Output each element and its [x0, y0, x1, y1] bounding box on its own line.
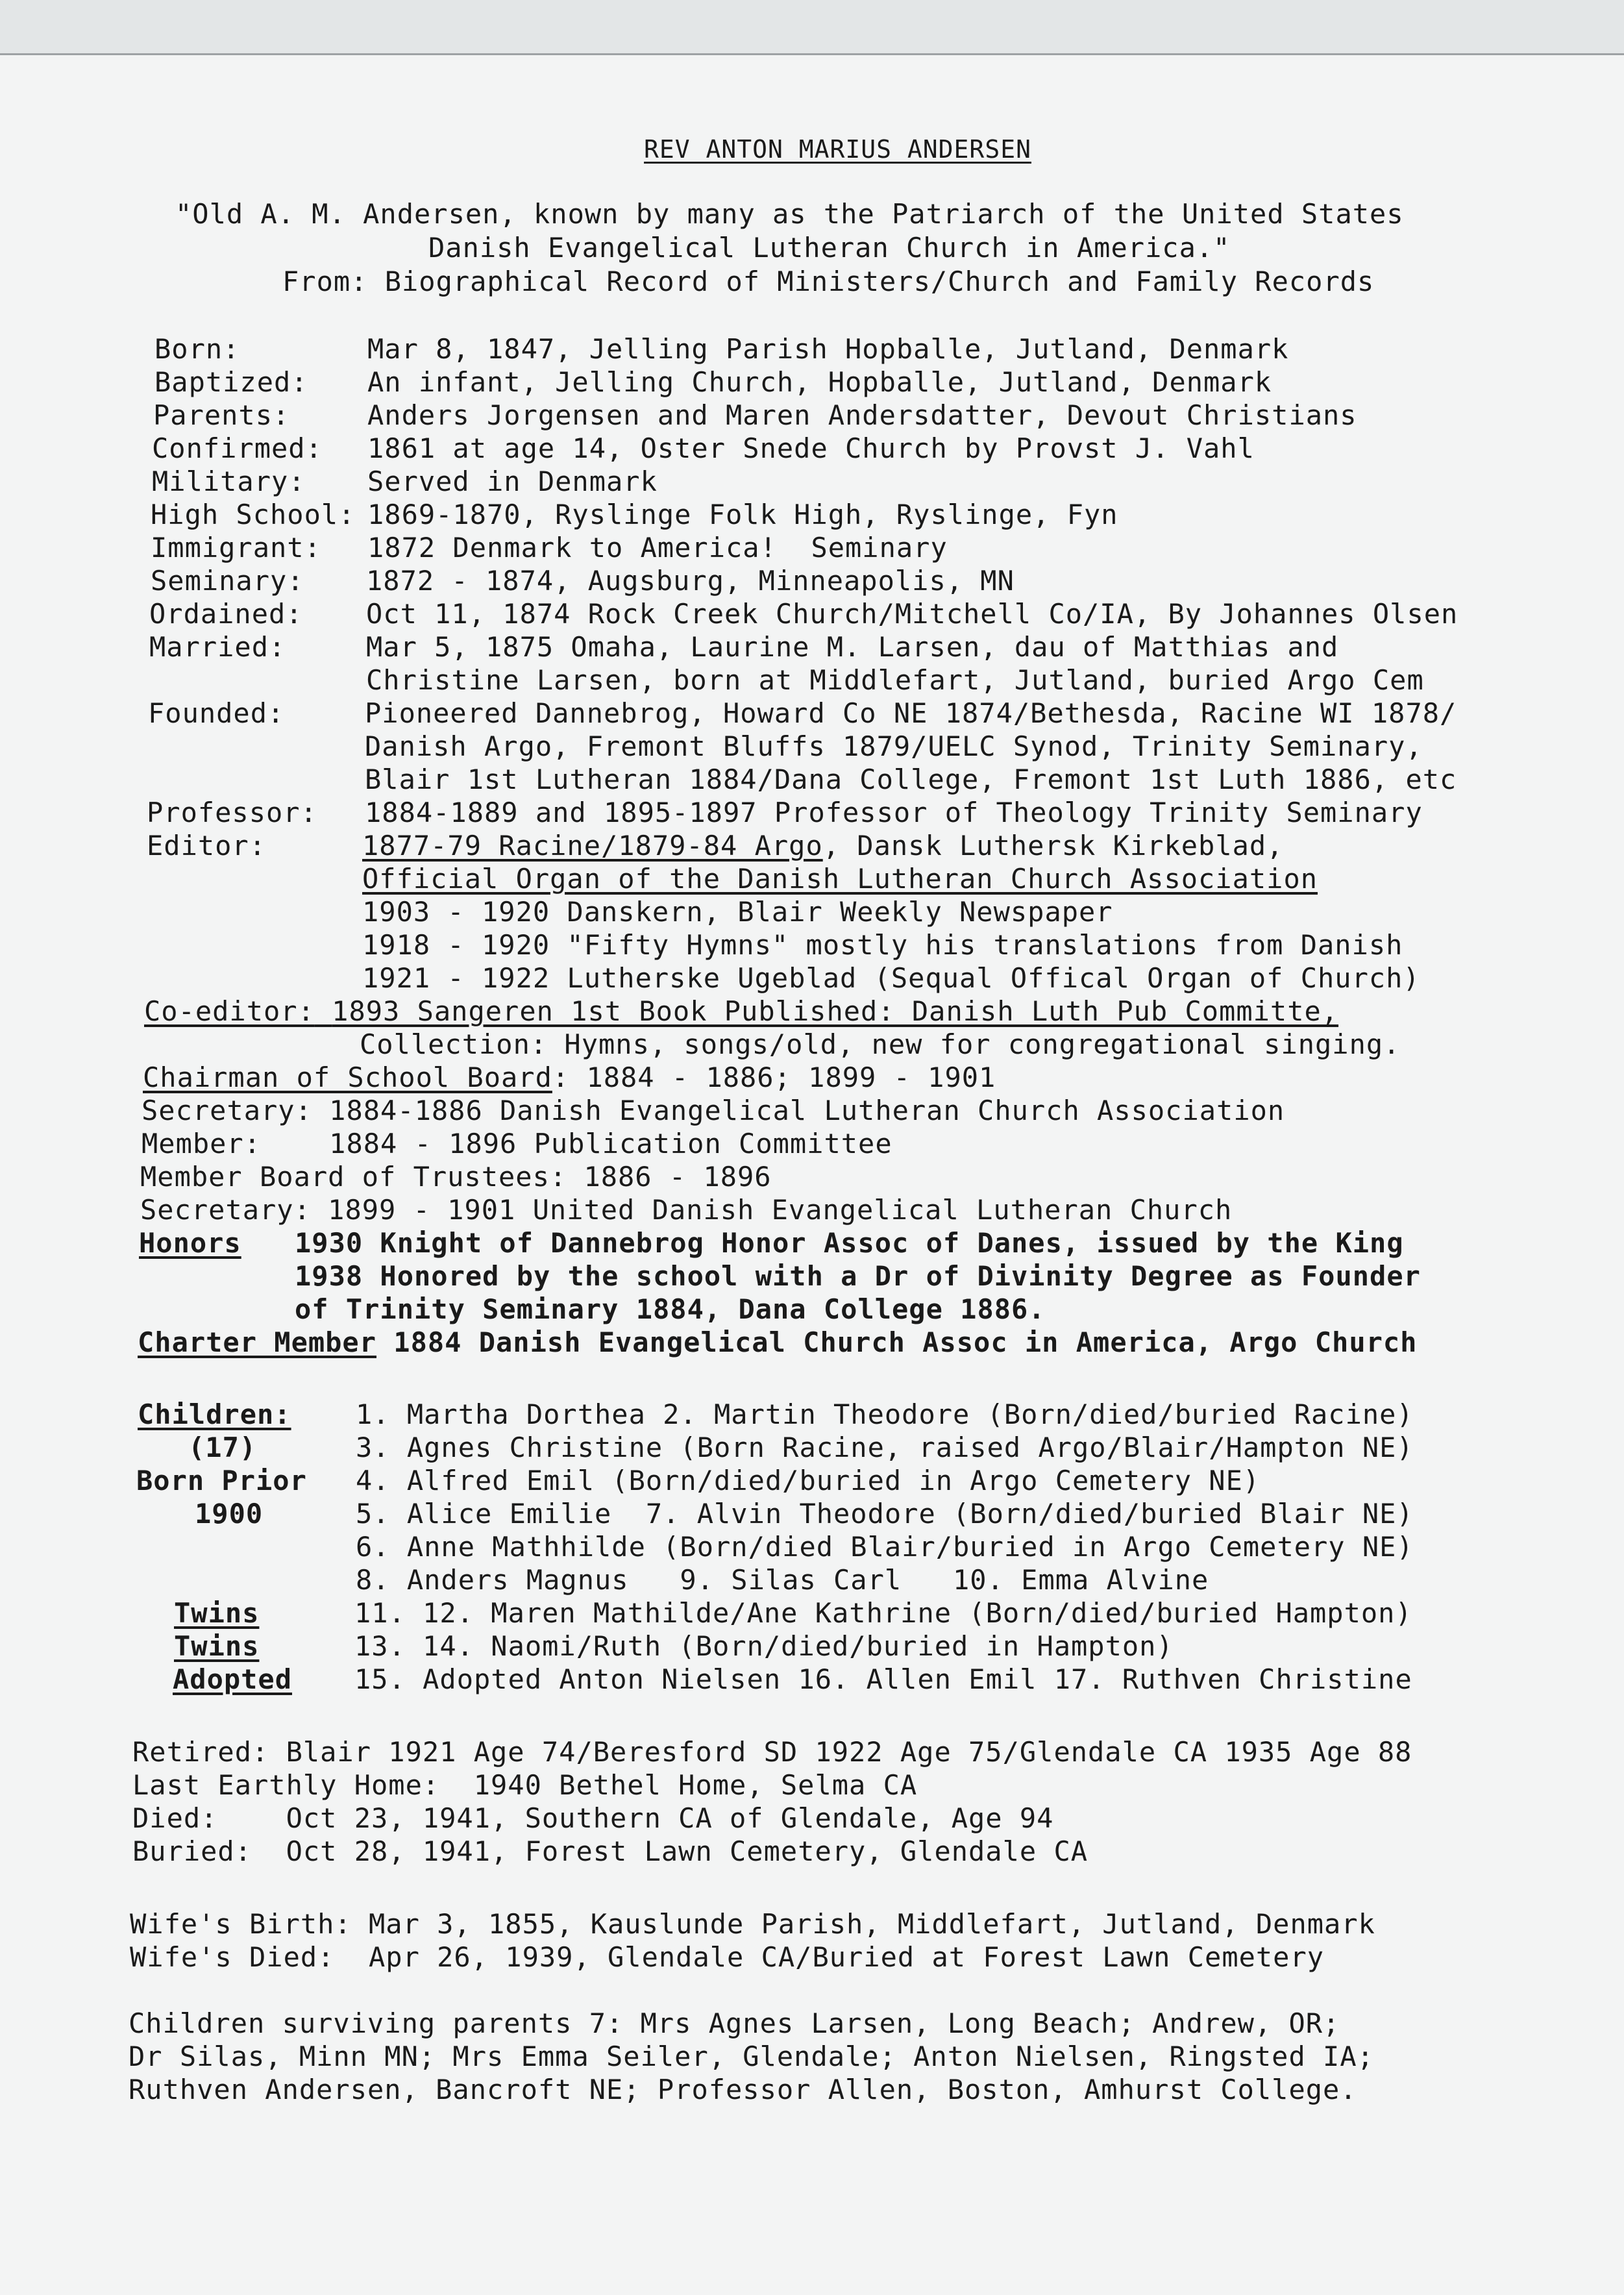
fact-label: High School: [151, 499, 356, 530]
service-line [140, 1161, 772, 1193]
charter-value: 1884 Danish Evangelical Church Assoc in America, Argo Church [376, 1326, 1418, 1358]
editor-underlined-line: Official Organ of the Danish Lutheran Church Association [362, 863, 1318, 895]
fact-value: Blair 1st Lutheran 1884/Dana College, Fremont 1st Luth 1886, etc [365, 763, 1457, 795]
fact-label: Born: [154, 333, 240, 365]
page-title: REV ANTON MARIUS ANDERSEN [644, 135, 1031, 164]
quote-line: From: Biographical Record of Ministers/Church and Family Records [282, 266, 1375, 297]
quote-line: "Old A. M. Andersen, known by many as the Patriarch of the United States [175, 198, 1404, 230]
child-line: 11. 12. Maren Mathilde/Ane Kathrine (Born/died/buried Hampton) [354, 1597, 1412, 1629]
fact-value: 1884-1889 and 1895-1897 Professor of Theology Trinity Seminary [365, 797, 1423, 828]
fact-label: Seminary: [151, 565, 304, 597]
quote-line: Danish Evangelical Lutheran Church in America." [428, 232, 1231, 264]
editor-text: , Dansk Luthersk Kirkeblad, [822, 830, 1284, 862]
editor-line: 1918 - 1920 "Fifty Hymns" mostly his translations from Danish [362, 929, 1403, 961]
honors-line: 1930 Knight of Dannebrog Honor Assoc of Danes, issued by the King [295, 1227, 1404, 1259]
fact-label: Confirmed: [152, 432, 323, 464]
fact-value: Mar 8, 1847, Jelling Parish Hopballe, Jutland, Denmark [367, 333, 1289, 365]
later-life-line: Died: Oct 23, 1941, Southern CA of Glendale, Age 94 [132, 1802, 1054, 1834]
fact-value: Mar 5, 1875 Omaha, Laurine M. Larsen, dau of Matthias and [366, 631, 1339, 663]
service-label: Secretary: [140, 1194, 311, 1226]
service-value: 1884 - 1896 Publication Committee [261, 1128, 892, 1160]
child-line: 6. Anne Mathhilde (Born/died Blair/buried in Argo Cemetery NE) [356, 1531, 1414, 1563]
charter-line [138, 1327, 1417, 1358]
child-line: 15. Adopted Anton Nielsen 16. Allen Emil 17. Ruthven Christine [354, 1663, 1412, 1695]
child-line: 5. Alice Emilie 7. Alvin Theodore (Born/died/buried Blair NE) [356, 1498, 1414, 1530]
born-prior-label: Born Prior [136, 1465, 307, 1496]
coeditor-label: Co-editor: [144, 995, 315, 1027]
service-value: 1899 - 1901 United Danish Evangelical Lutheran Church [310, 1194, 1233, 1226]
fact-value: An infant, Jelling Church, Hopballe, Jutland, Denmark [367, 366, 1272, 398]
fact-value: 1872 - 1874, Augsburg, Minneapolis, MN [366, 565, 1015, 597]
editor-line: 1921 - 1922 Lutherske Ugeblad (Sequal Offical Organ of Church) [362, 962, 1420, 994]
service-line [140, 1195, 1232, 1226]
child-line: 4. Alfred Emil (Born/died/buried in Argo Cemetery NE) [356, 1465, 1261, 1496]
fact-label: Immigrant: [151, 532, 321, 564]
fact-value: Anders Jorgensen and Maren Andersdatter, Devout Christians [367, 399, 1357, 431]
service-label: Member Board of Trustees: [140, 1161, 567, 1193]
fact-value: Oct 11, 1874 Rock Creek Church/Mitchell Co/IA, By Johannes Olsen [366, 598, 1458, 630]
editor-line [362, 830, 1283, 862]
editor-underlined-text: 1877-79 Racine/1879-84 Argo [362, 830, 823, 862]
children-count: (17) [188, 1432, 257, 1463]
service-value: 1884-1886 Danish Evangelical Lutheran Church Association [312, 1095, 1285, 1126]
born-prior-year: 1900 [195, 1498, 264, 1530]
fact-label: Parents: [153, 399, 290, 431]
wife-line: Wife's Birth: Mar 3, 1855, Kauslunde Parish, Middlefart, Jutland, Denmark [130, 1908, 1375, 1940]
service-value: 1886 - 1896 [567, 1161, 772, 1193]
coeditor-value: 1893 Sangeren 1st Book Published: Danish Luth Pub Committe, [332, 995, 1339, 1027]
service-label: Member: [141, 1128, 262, 1160]
fact-label: Ordained: [149, 598, 303, 630]
fact-value: 1869-1870, Ryslinge Folk High, Ryslinge, Fyn [367, 499, 1118, 530]
service-line [143, 1062, 996, 1093]
later-life-line: Retired: Blair 1921 Age 74/Beresford SD 1922 Age 75/Glendale CA 1935 Age 88 [132, 1736, 1412, 1768]
surviving-line: Dr Silas, Minn MN; Mrs Emma Seiler, Glendale; Anton Nielsen, Ringsted IA; [129, 2041, 1374, 2072]
service-line [141, 1128, 892, 1160]
fact-value: Pioneered Dannebrog, Howard Co NE 1874/Bethesda, Racine WI 1878/ [365, 697, 1457, 729]
charter-label: Charter Member [138, 1326, 377, 1358]
honors-line: of Trinity Seminary 1884, Dana College 1886. [295, 1293, 1046, 1325]
fact-label: Military: [152, 465, 306, 497]
honors-line: 1938 Honored by the school with a Dr of Divinity Degree as Founder [295, 1260, 1421, 1292]
coeditor-continuation: Collection: Hymns, songs/old, new for congregational singing. [360, 1028, 1401, 1060]
honors-label: Honors [139, 1227, 241, 1259]
fact-value: Served in Denmark [367, 465, 658, 497]
fact-value: Christine Larsen, born at Middlefart, Jutland, buried Argo Cem [366, 664, 1424, 696]
fact-value: Danish Argo, Fremont Bluffs 1879/UELC Synod, Trinity Seminary, [365, 730, 1423, 762]
service-line [141, 1095, 1285, 1126]
twins-label: Twins [174, 1630, 260, 1662]
fact-label: Founded: [148, 697, 285, 729]
child-line: 13. 14. Naomi/Ruth (Born/died/buried in Hampton) [354, 1630, 1174, 1662]
child-line: 3. Agnes Christine (Born Racine, raised Argo/Blair/Hampton NE) [356, 1432, 1414, 1463]
wife-line: Wife's Died: Apr 26, 1939, Glendale CA/Buried at Forest Lawn Cemetery [130, 1941, 1325, 1973]
surviving-line: Ruthven Andersen, Bancroft NE; Professor Allen, Boston, Amhurst College. [129, 2074, 1357, 2105]
children-label: Children: [138, 1398, 291, 1430]
editor-label: Editor: [147, 830, 267, 862]
child-line: 1. Martha Dorthea 2. Martin Theodore (Born/died/buried Racine) [356, 1398, 1414, 1430]
editor-line: 1903 - 1920 Danskern, Blair Weekly Newspaper [362, 896, 1113, 928]
fact-value: 1861 at age 14, Oster Snede Church by Provst J. Vahl [367, 432, 1255, 464]
adopted-label: Adopted [173, 1663, 293, 1695]
surviving-line: Children surviving parents 7: Mrs Agnes Larsen, Long Beach; Andrew, OR; [129, 2007, 1340, 2039]
child-line: 8. Anders Magnus 9. Silas Carl 10. Emma Alvine [356, 1564, 1209, 1596]
fact-label: Baptized: [154, 366, 308, 398]
fact-label: Professor: [147, 797, 317, 828]
coeditor-line [144, 996, 1338, 1027]
fact-value: 1872 Denmark to America! Seminary [367, 532, 948, 564]
twins-label: Twins [174, 1597, 260, 1629]
service-label: Chairman of School Board [143, 1061, 552, 1093]
fact-label: Married: [149, 631, 286, 663]
service-label: Secretary: [141, 1095, 312, 1126]
service-value: : 1884 - 1886; 1899 - 1901 [552, 1061, 996, 1093]
later-life-line: Buried: Oct 28, 1941, Forest Lawn Cemetery, Glendale CA [132, 1835, 1089, 1867]
later-life-line: Last Earthly Home: 1940 Bethel Home, Selma CA [132, 1769, 918, 1801]
